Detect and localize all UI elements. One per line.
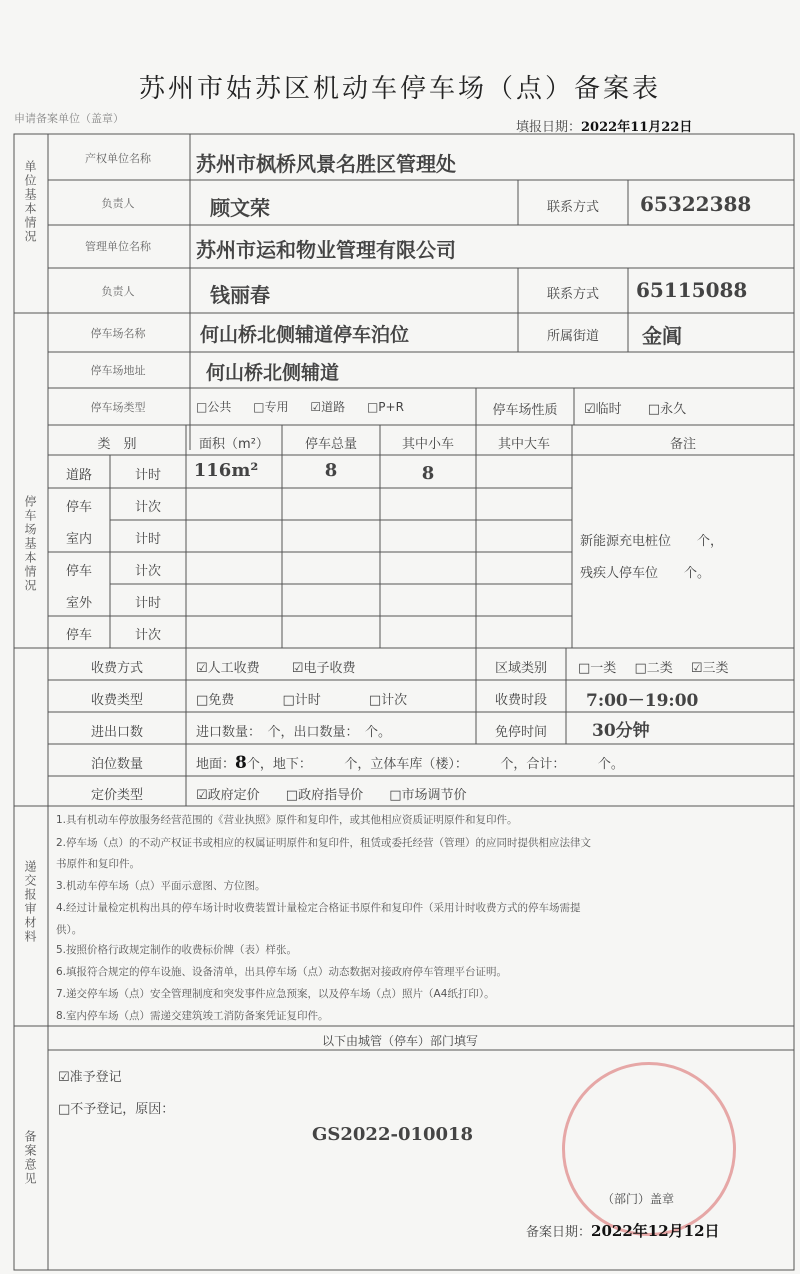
principal-value: 顾文荣 — [210, 196, 270, 220]
mgmt-name-label: 管理单位名称 — [85, 240, 151, 253]
remark-disabled-spaces: 残疾人停车位 个。 — [580, 566, 711, 581]
material-item: 7.递交停车场（点）安全管理制度和突发事件应急预案，以及停车场（点）照片（A4纸打印）。 — [56, 988, 495, 1000]
lot-nature-options — [584, 398, 686, 417]
lot-nature-temporary: ☑临时 — [584, 402, 622, 417]
fee-time-label: 收费时段 — [494, 693, 548, 708]
table-header-large: 其中大车 — [497, 437, 551, 452]
fee-type-count: □计次 — [368, 693, 408, 708]
section-lot-basic: 停车场基本情况 — [23, 495, 37, 593]
material-item: 1.具有机动车停放服务经营范围的《营业执照》原件和复印件，或其他相应资质证明原件和复印件。 — [56, 814, 518, 826]
row-indoor-timed: 计时 — [134, 532, 162, 547]
table-header-small: 其中小车 — [401, 437, 455, 452]
lot-type-options — [196, 398, 404, 415]
lot-address-value: 何山桥北侧辅道 — [206, 362, 340, 384]
fee-type-label: 收费类型 — [90, 693, 144, 708]
row-indoor-count: 计次 — [134, 564, 162, 579]
contact-value: 65322388 — [640, 192, 752, 216]
fill-date-value: 2022年11月22日 — [581, 120, 693, 135]
free-time-label: 免停时间 — [494, 725, 548, 740]
fee-time-value: 7:00－19:00 — [586, 691, 699, 711]
applicant-label: 申请备案单位（盖章） — [14, 112, 124, 125]
fee-type-free: □免费 — [196, 693, 235, 708]
principal-label: 负责人 — [101, 197, 135, 210]
charge-method-label: 收费方式 — [90, 661, 144, 676]
row-outdoor-2: 停车 — [65, 628, 93, 643]
mgmt-contact-label: 联系方式 — [546, 287, 600, 302]
filing-date-label: 备案日期： — [526, 1225, 592, 1240]
row-road-2: 停车 — [65, 500, 93, 515]
row-outdoor-count: 计次 — [134, 628, 162, 643]
pricing-guided: □政府指导价 — [285, 788, 364, 803]
table-category-header: 类 别 — [97, 437, 137, 452]
filing-date-value: 2022年12月12日 — [591, 1222, 720, 1240]
lot-type-label: 停车场类型 — [90, 401, 146, 414]
road-timed-area: 116m² — [193, 460, 259, 481]
lot-type-public: □公共 — [196, 400, 232, 414]
row-outdoor-timed: 计时 — [134, 596, 162, 611]
pricing-label: 定价类型 — [90, 788, 144, 803]
fee-type-options — [196, 689, 407, 708]
row-road-timed: 计时 — [134, 468, 162, 483]
street-value: 金阊 — [642, 324, 682, 348]
pricing-market: □市场调节价 — [389, 788, 467, 803]
zone-label: 区域类别 — [494, 661, 548, 676]
lot-address-label: 停车场地址 — [90, 364, 146, 377]
lot-type-dedicated: □专用 — [253, 400, 289, 414]
street-label: 所属街道 — [546, 329, 600, 344]
official-seal-icon — [562, 1062, 736, 1236]
filing-date — [526, 1220, 720, 1241]
pricing-options — [196, 784, 467, 803]
spaces-ground-label: 地面： — [196, 757, 236, 772]
spaces-rest: 个，地下： 个，立体车库（楼）： 个，合计： 个。 — [246, 757, 624, 772]
free-time-value: 30分钟 — [592, 721, 650, 741]
mgmt-contact-value: 65115088 — [636, 278, 748, 302]
road-timed-small: 8 — [421, 463, 435, 484]
lot-type-pr: □P+R — [366, 400, 404, 414]
mgmt-principal-value: 钱丽春 — [210, 283, 270, 307]
lot-name-label: 停车场名称 — [90, 327, 146, 340]
spaces-label: 泊位数量 — [90, 757, 144, 772]
lot-name-value: 何山桥北侧辅道停车泊位 — [200, 324, 410, 346]
section-filing-opinion: 备案意见 — [23, 1130, 37, 1186]
zone-class-2: □二类 — [634, 661, 673, 676]
fill-date — [516, 116, 692, 135]
table-header-total: 停车总量 — [304, 437, 358, 452]
table-header-area: 面积（m²） — [199, 437, 269, 452]
entrance-label: 进出口数 — [90, 725, 144, 740]
material-item: 3.机动车停车场（点）平面示意图、方位图。 — [56, 880, 266, 892]
mgmt-principal-label: 负责人 — [101, 285, 135, 298]
material-item: 2.停车场（点）的不动产权证书或相应的权属证明原件和复印件，租赁或委托经营（管理）的应同时提供相应法律文 — [56, 837, 592, 849]
road-timed-total: 8 — [324, 460, 338, 481]
contact-label: 联系方式 — [546, 200, 600, 215]
mgmt-name-value: 苏州市运和物业管理有限公司 — [196, 238, 456, 262]
seal-label: （部门）盖章 — [601, 1192, 675, 1206]
lot-nature-label: 停车场性质 — [492, 403, 558, 418]
charge-method-options — [196, 657, 355, 676]
approve-option: ☑准予登记 — [58, 1070, 122, 1085]
section-submit-materials: 递交报审材料 — [23, 860, 37, 944]
material-item: 6.填报符合规定的停车设施、设备清单，出具停车场（点）动态数据对接政府停车管理平台证明。 — [56, 966, 508, 978]
material-item: 书原件和复印件。 — [56, 858, 140, 870]
material-item: 5.按照价格行政规定制作的收费标价牌（表）样张。 — [56, 944, 298, 956]
zone-options — [578, 657, 729, 676]
lot-nature-permanent: □永久 — [647, 402, 687, 417]
row-outdoor-1: 室外 — [65, 596, 93, 611]
charge-electronic: ☑电子收费 — [291, 661, 356, 676]
reject-option: □不予登记，原因： — [58, 1102, 175, 1117]
property-name-label: 产权单位名称 — [85, 152, 151, 165]
row-indoor-2: 停车 — [65, 564, 93, 579]
entrance-value: 进口数量： 个，出口数量： 个。 — [196, 725, 392, 740]
material-item: 4.经过计量检定机构出具的停车场计时收费装置计量检定合格证书原件和复印件（采用计时收费方式的停车场需提 — [56, 902, 581, 914]
row-indoor-1: 室内 — [65, 532, 93, 547]
zone-class-3: ☑三类 — [690, 661, 729, 676]
fee-type-timed: □计时 — [282, 693, 321, 708]
dept-section-title: 以下由城管（停车）部门填写 — [321, 1034, 479, 1048]
form-title: 苏州市姑苏区机动车停车场（点）备案表 — [138, 74, 661, 104]
lot-type-road: ☑道路 — [310, 400, 346, 414]
pricing-government: ☑政府定价 — [196, 788, 260, 803]
table-header-remark: 备注 — [669, 437, 697, 452]
row-road-count: 计次 — [134, 500, 162, 515]
spaces-value — [196, 753, 624, 773]
charge-manual: ☑人工收费 — [196, 661, 260, 676]
filing-code: GS2022-010018 — [312, 1124, 474, 1145]
remark-ev-chargers: 新能源充电桩位 个， — [580, 534, 724, 549]
row-road-1: 道路 — [65, 468, 93, 483]
material-item: 8.室内停车场（点）需递交建筑竣工消防备案凭证复印件。 — [56, 1010, 329, 1022]
spaces-ground-value: 8 — [235, 753, 247, 773]
section-unit-basic: 单位基本情况 — [23, 160, 37, 244]
material-item: 供）。 — [56, 924, 83, 936]
property-name-value: 苏州市枫桥风景名胜区管理处 — [196, 152, 456, 176]
fill-date-label: 填报日期： — [516, 120, 582, 135]
zone-class-1: □一类 — [578, 661, 617, 676]
